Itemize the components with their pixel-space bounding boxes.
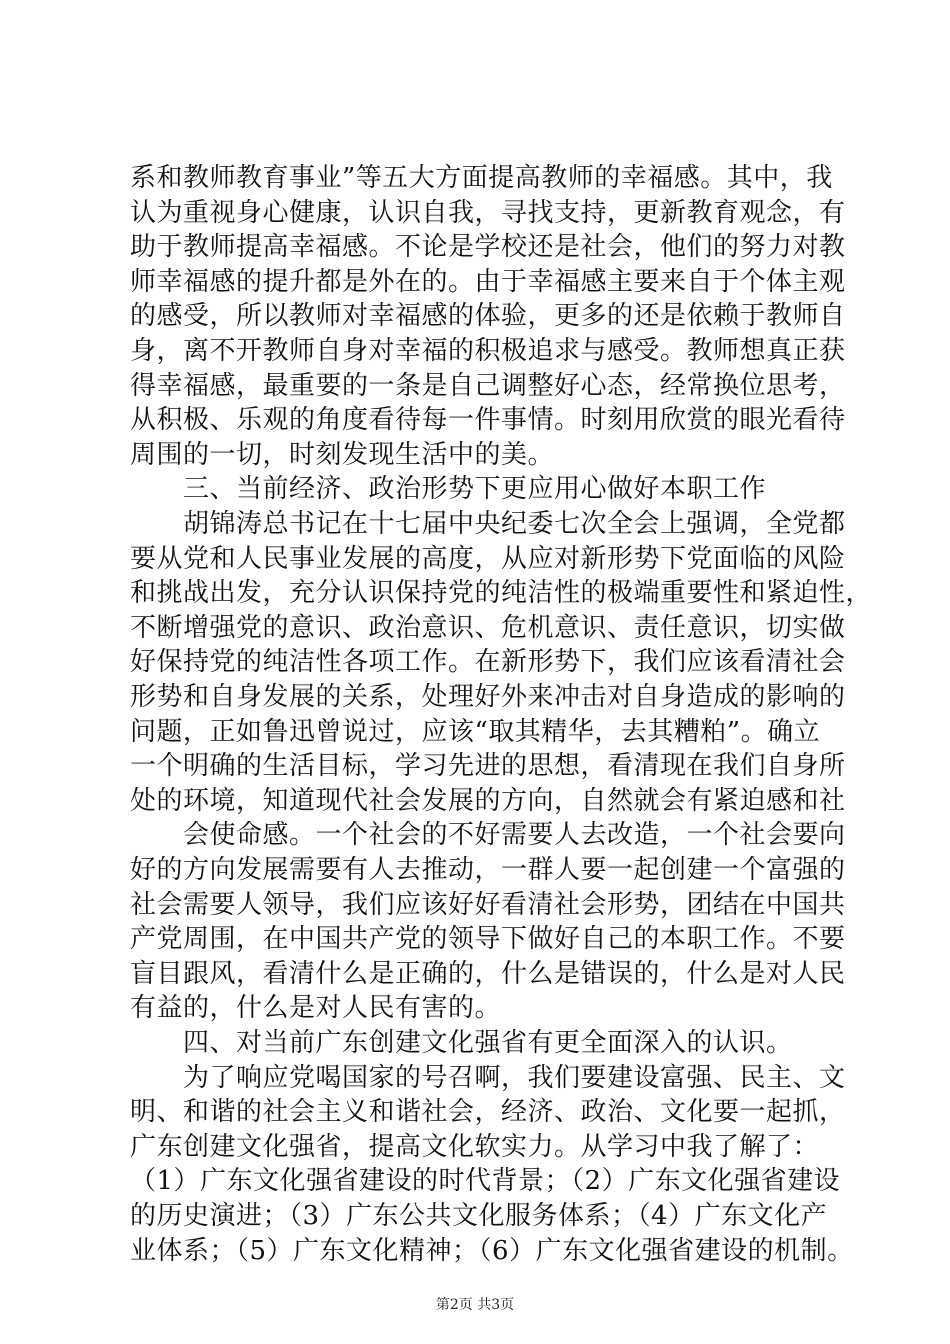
section-heading-4: 四、对当前广东创建文化强省有更全面深入的认识。	[130, 1028, 793, 1058]
body-line-6: 身，离不开教师自身对幸福的积极追求与感受。教师想真正获	[130, 336, 846, 366]
body-line-32: 业体系；（5）广东文化精神；（6）广东文化强省建设的机制。	[130, 1235, 854, 1266]
body-line-11: 胡锦涛总书记在十七届中央纪委七次全会上强调，全党都	[130, 509, 846, 539]
body-line-8: 从积极、乐观的角度看待每一件事情。时刻用欣赏的眼光看待	[130, 405, 846, 436]
body-line-7: 得幸福感，最重要的一条是自己调整好心态，经常换位思考，	[130, 370, 846, 401]
body-line-1: 系和教师教育事业”等五大方面提高教师的幸福感。其中，我	[130, 163, 833, 193]
page-number-footer: 第2页 共3页	[435, 1297, 515, 1313]
body-line-24: 盲目跟风，看清什么是正确的，什么是错误的，什么是对人民	[130, 958, 846, 989]
body-line-12: 要从党和人民事业发展的高度，从应对新形势下党面临的风险	[130, 543, 846, 574]
body-line-20: 会使命感。一个社会的不好需要人去改造，一个社会要向	[130, 820, 846, 851]
body-line-2: 认为重视身心健康，认识自我，寻找支持，更新教育观念，有	[130, 197, 846, 228]
body-line-14: 不断增强党的意识、政治意识、危机意识、责任意识，切实做	[130, 612, 846, 643]
body-line-16: 形势和自身发展的关系，处理好外来冲击对自身造成的影响的	[130, 682, 846, 712]
body-line-21: 好的方向发展需要有人去推动，一群人要一起创建一个富强的	[130, 855, 846, 885]
body-line-30: （1）广东文化强省建设的时代背景；（2）广东文化强省建设	[130, 1166, 841, 1197]
body-line-17: 问题，正如鲁迅曾说过，应该“取其精华，去其糟粕”。确立	[130, 716, 821, 747]
body-line-4: 师幸福感的提升都是外在的。由于幸福感主要来自于个体主观	[130, 266, 846, 297]
body-line-19: 处的环境，知道现代社会发展的方向，自然就会有紧迫感和社	[130, 785, 846, 816]
body-line-13: 和挑战出发，充分认识保持党的纯洁性的极端重要性和紧迫性，	[130, 578, 873, 609]
body-line-23: 产党周围，在中国共产党的领导下做好自己的本职工作。不要	[130, 924, 846, 955]
body-line-27: 为了响应党喝国家的号召啊，我们要建设富强、民主、文	[130, 1062, 846, 1093]
body-line-29: 广东创建文化强省，提高文化软实力。从学习中我了解了：	[130, 1131, 820, 1162]
body-line-9: 周围的一切，时刻发现生活中的美。	[130, 439, 555, 470]
body-line-25: 有益的，什么是对人民有害的。	[130, 993, 502, 1024]
section-heading-3: 三、当前经济、政治形势下更应用心做好本职工作	[130, 474, 767, 505]
body-line-18: 一个明确的生活目标，学习先进的思想，看清现在我们自身所	[130, 751, 846, 782]
body-line-28: 明、和谐的社会主义和谐社会，经济、政治、文化要一起抓，	[130, 1097, 846, 1128]
body-line-15: 好保持党的纯洁性各项工作。在新形势下，我们应该看清社会	[130, 647, 846, 678]
body-line-22: 社会需要人领导，我们应该好好看清社会形势，团结在中国共	[130, 889, 846, 920]
body-line-5: 的感受，所以教师对幸福感的体验，更多的还是依赖于教师自	[130, 301, 846, 332]
body-line-3: 助于教师提高幸福感。不论是学校还是社会，他们的努力对教	[130, 232, 846, 263]
body-line-31: 的历史演进；（3）广东公共文化服务体系；（4）广东文化产	[130, 1201, 828, 1231]
